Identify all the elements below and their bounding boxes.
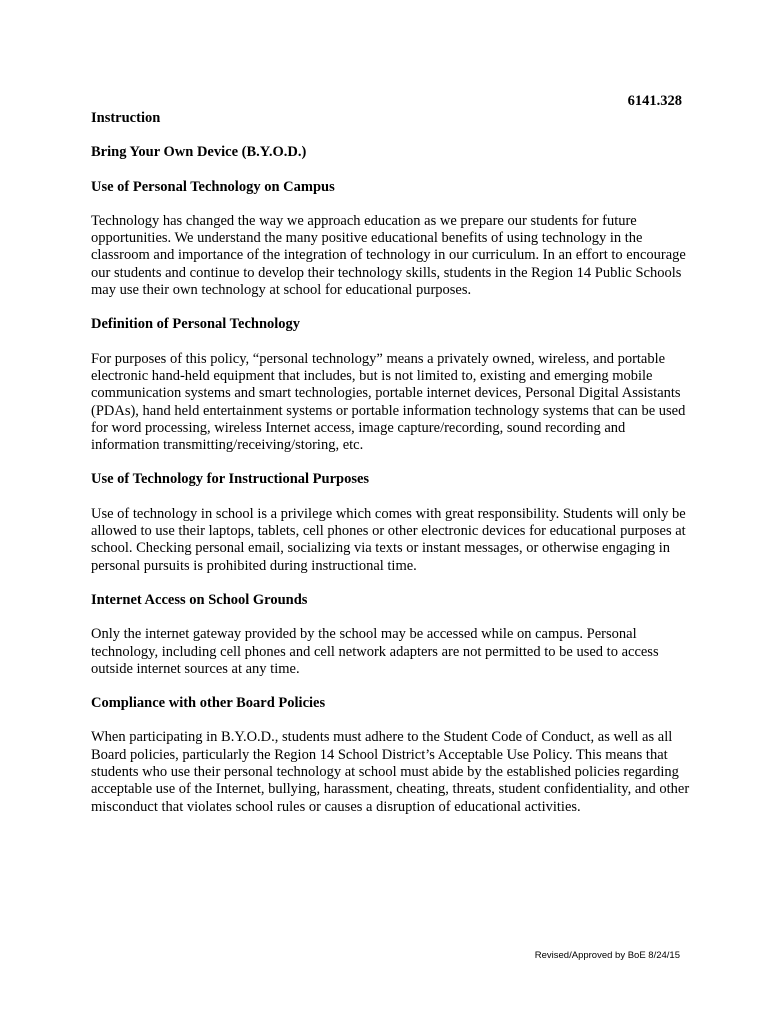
section-body-internet-access: Only the internet gateway provided by the school may be accessed while on campus. Personal technology, including cell phones and cell network adapters are not permitted to be used to access outside internet sources at any time. <box>91 626 659 677</box>
intro-paragraph: Technology has changed the way we approach education as we prepare our students for future opportunities. We understand the many positive educational benefits of using technology in the classroom and importance of the integration of technology in our curriculum. In an effort to encourage our students and continue to develop their technology skills, students in the Region 14 Public Schools may use their own technology at school for educational purposes. <box>91 212 686 299</box>
section-body-definition: For purposes of this policy, “personal technology” means a privately owned, wireless, and portable electronic hand-held equipment that includes, but is not limited to, existing and emerging mobile communication systems and smart technologies, portable internet devices, Personal Digital Assistants (PDAs), hand held entertainment systems or portable information technology systems that can be used for word processing, wireless Internet access, image capture/recording, sound recording and information transmitting/receiving/storing, etc. <box>91 350 686 454</box>
document-body <box>91 110 691 816</box>
section-body-instructional-use: Use of technology in school is a privilege which comes with great responsibility. Students will only be allowed to use their laptops, tablets, cell phones or other electronic devices for educational purposes at school. Checking personal email, socializing via texts or instant messages, or otherwise engaging in personal pursuits is prohibited during instructional time. <box>91 505 686 574</box>
section-heading-definition: Definition of Personal Technology <box>91 316 301 333</box>
section-heading-internet-access: Internet Access on School Grounds <box>91 591 308 608</box>
revision-footer: Revised/Approved by BoE 8/24/15 <box>534 950 680 961</box>
section-heading-compliance: Compliance with other Board Policies <box>91 695 326 712</box>
document-subtitle: Use of Personal Technology on Campus <box>91 178 335 195</box>
policy-number: 6141.328 <box>627 93 682 109</box>
section-heading-instructional-use: Use of Technology for Instructional Purposes <box>91 471 370 488</box>
category-heading: Instruction <box>91 110 161 126</box>
document-title: Bring Your Own Device (B.Y.O.D.) <box>91 144 307 161</box>
section-body-compliance: When participating in B.Y.O.D., students must adhere to the Student Code of Conduct, as well as all Board policies, particularly the Region 14 School District’s Acceptable Use Policy. This means that students who use their personal technology at school must abide by the established policies regarding acceptable use of the Internet, bullying, harassment, cheating, threats, student confidentiality, and other misconduct that violates school rules or causes a disruption of educational activities. <box>91 729 690 815</box>
